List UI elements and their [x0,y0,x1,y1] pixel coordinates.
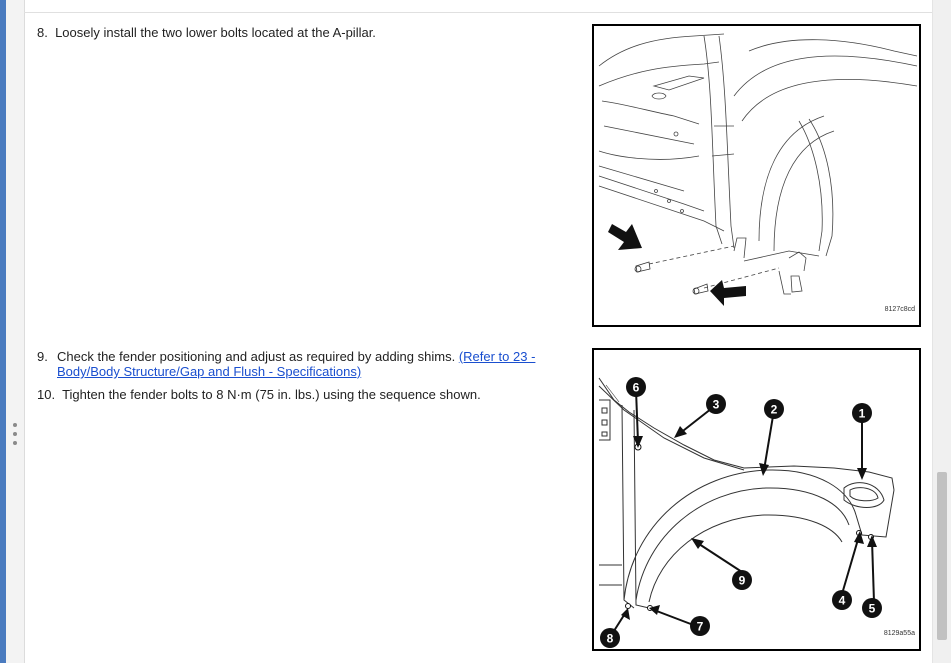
figure-code: 8129a55a [883,630,915,637]
step-number: 9. [37,349,48,364]
arrow-upper-icon [608,224,642,250]
vertical-scrollbar[interactable] [932,0,951,663]
step-10 [37,387,481,402]
callout-label: 8 [606,631,614,646]
arrow-lower-icon [710,280,746,306]
callout-label: 9 [738,573,746,588]
scrollbar-thumb[interactable] [937,472,947,640]
splitter-handle-icon[interactable] [12,423,18,445]
callout-label: 4 [838,593,846,608]
figure-code: 8127c8cd [884,306,915,313]
callout-label: 6 [632,380,640,395]
step-number: 8. [37,25,48,40]
step-number: 10. [37,387,56,402]
callout-label: 5 [868,601,876,616]
document-content [24,13,933,663]
step-text: Tighten the fender bolts to 8 N·m (75 in. lbs.) using the sequence shown. [62,387,481,402]
callouts [600,377,882,648]
left-panel-collapsed [6,0,25,663]
callout-label: 3 [712,397,720,412]
fender-illustration [594,350,919,649]
figure-fender-bolt-sequence [592,348,921,651]
spec-reference-link[interactable]: (Refer to 23 - Body/Body Structure/Gap and Flush - Specifications) [57,349,536,379]
step-8 [37,25,376,40]
step-text: Check the fender positioning and adjust as required by adding shims. [57,349,459,364]
step-text: Loosely install the two lower bolts located at the A-pillar. [55,25,376,40]
figure-a-pillar-bolts [592,24,921,327]
callout-label: 1 [858,406,866,421]
callout-label: 2 [770,402,778,417]
a-pillar-illustration [594,26,919,325]
callout-label: 7 [696,619,704,634]
